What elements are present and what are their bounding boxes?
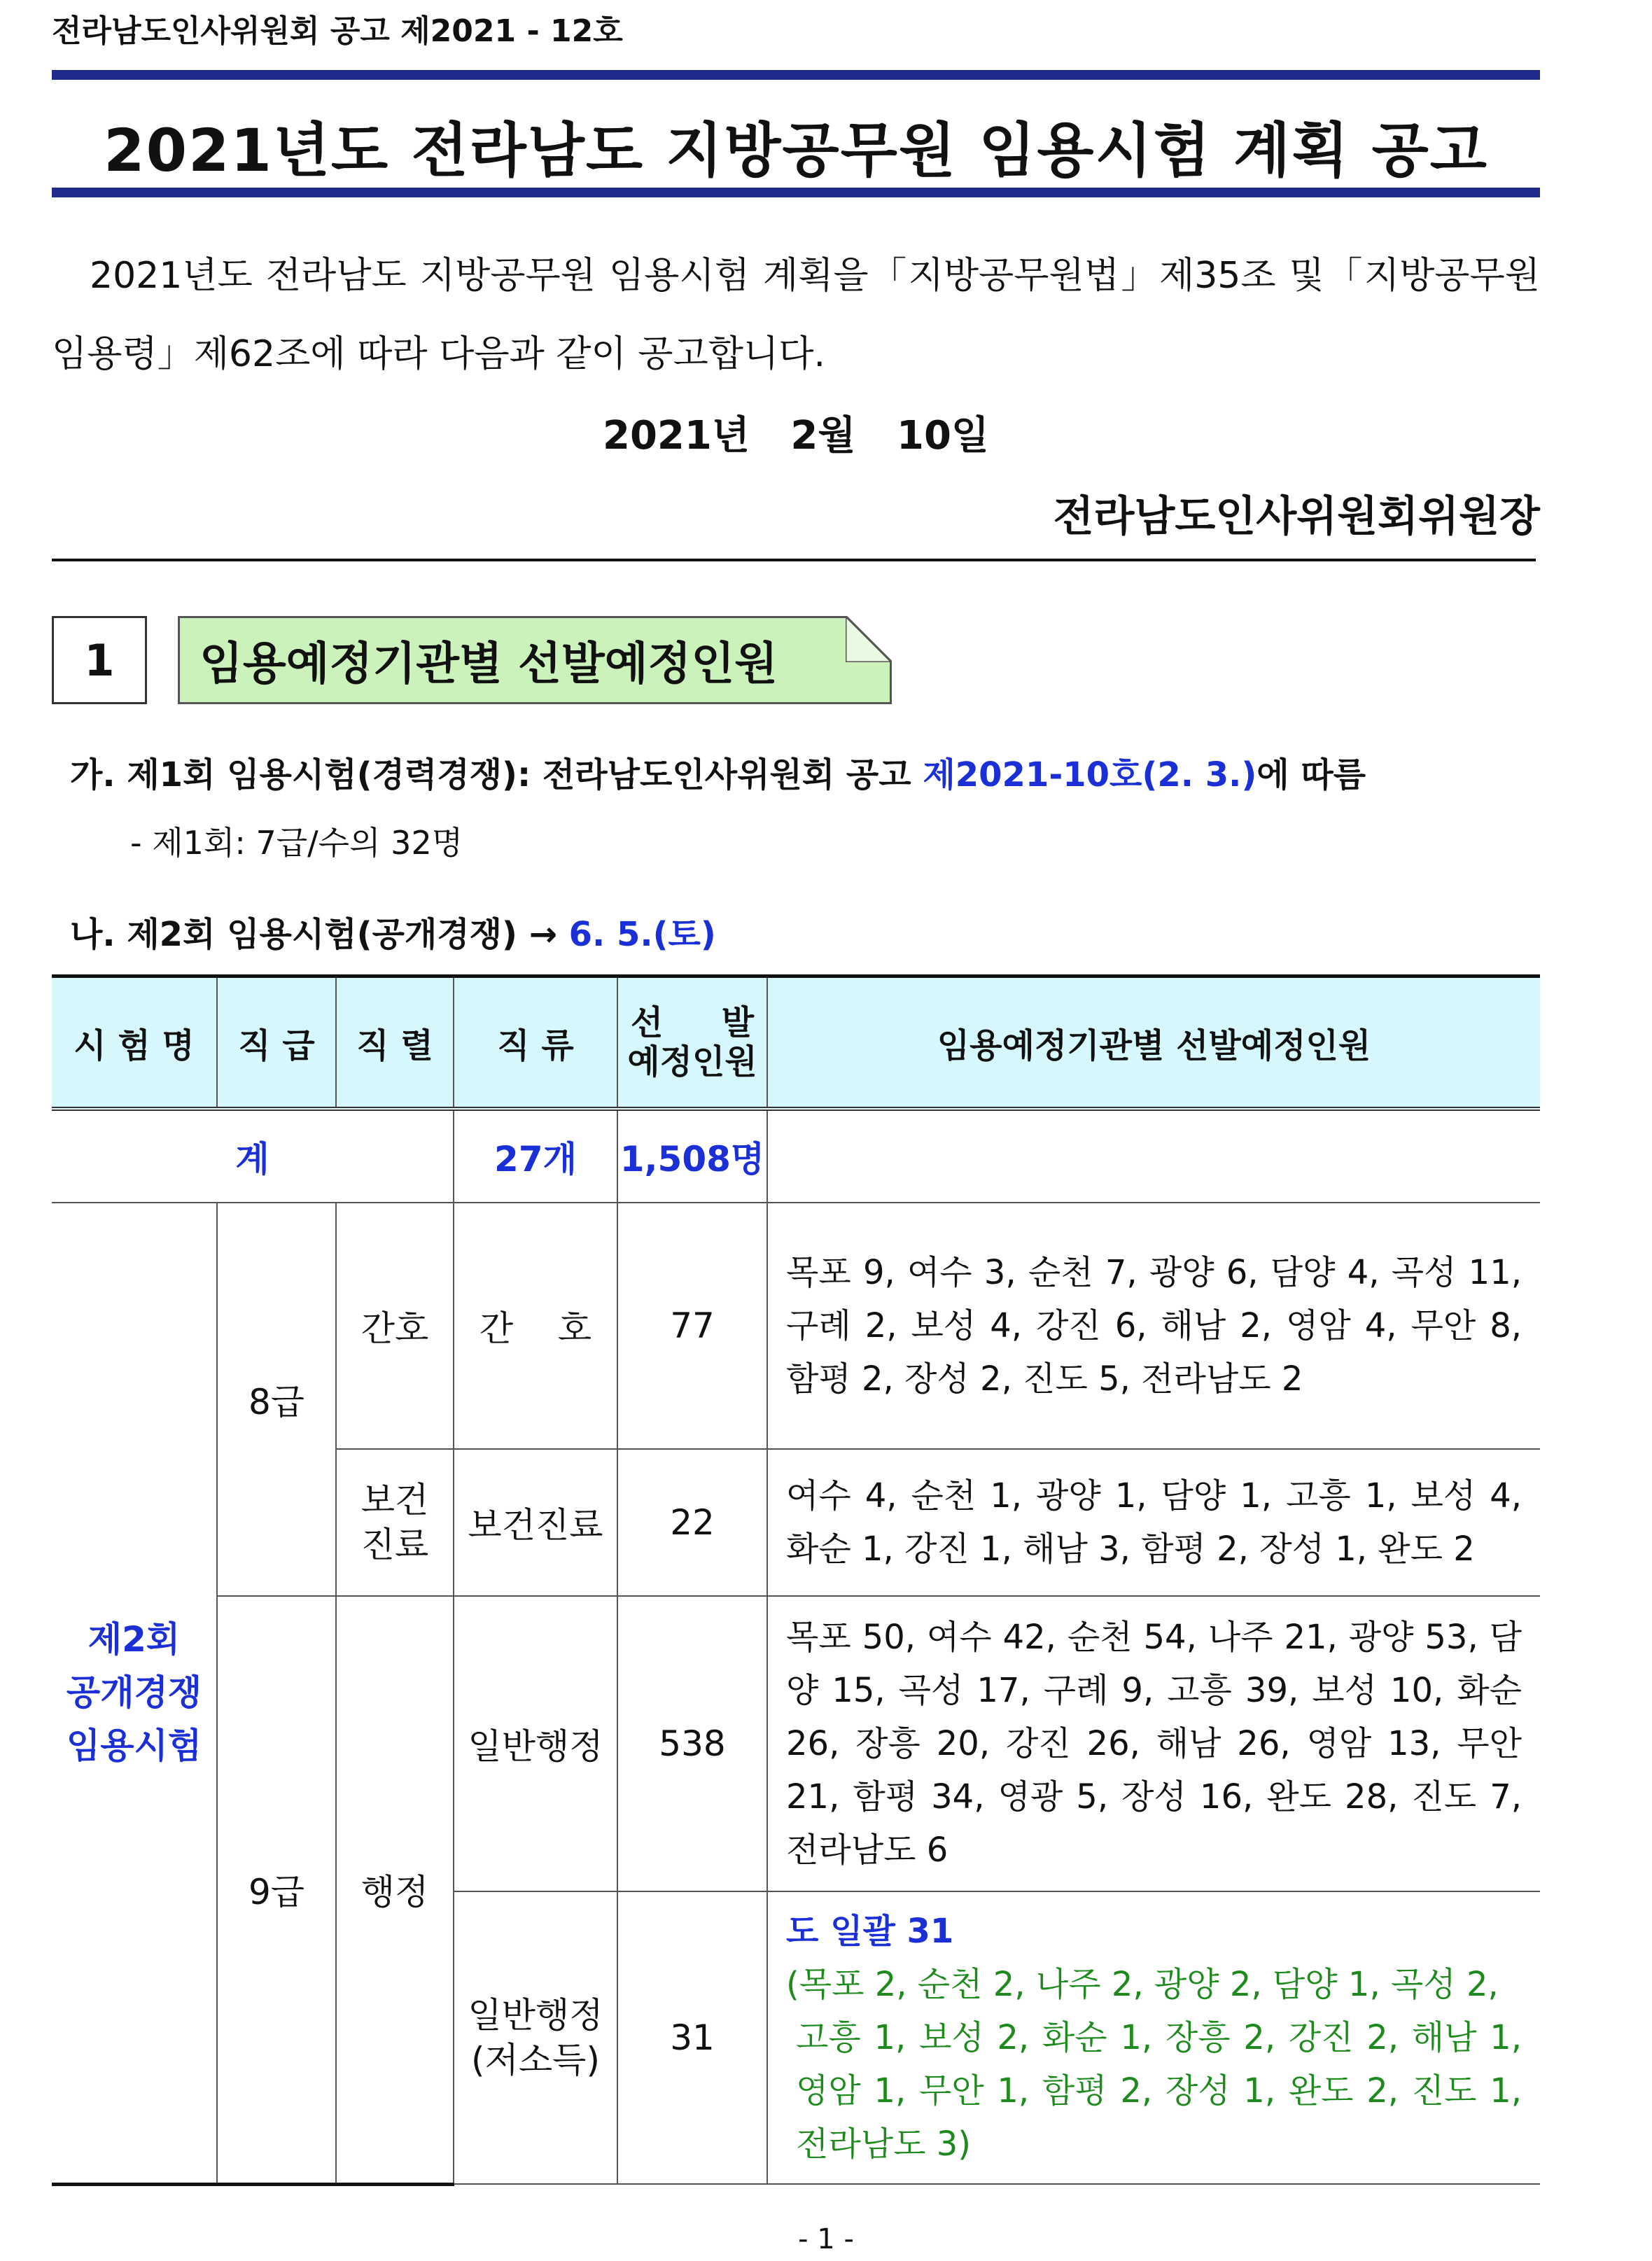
section-title: 임용예정기관별 선발예정인원 xyxy=(178,616,892,704)
notice-number: 전라남도인사위원회 공고 제2021 - 12호 xyxy=(52,13,623,49)
series-line: 진료 xyxy=(360,1525,429,1565)
header-series: 직 렬 xyxy=(336,976,454,1110)
notice-date: 2021년 2월 10일 xyxy=(602,413,990,458)
section-number: 1 xyxy=(52,616,147,704)
subsection-a-item: - 제1회: 7급/수의 32명 xyxy=(130,824,463,862)
intro-paragraph: 2021년도 전라남도 지방공무원 임용시험 계획을「지방공무원법」제35조 및「지방공무원 임용령」제62조에 따라 다음과 같이 공고합니다. xyxy=(52,255,1540,375)
title-rule-top xyxy=(52,70,1540,80)
header-exam: 시 험 명 xyxy=(52,976,217,1110)
header-count xyxy=(617,976,767,1110)
count-cell: 77 xyxy=(617,1203,767,1449)
signer: 전라남도인사위원회위원장 xyxy=(1053,492,1540,541)
exam-name-line: 임용시험 xyxy=(66,1726,202,1767)
total-classes: 27개 xyxy=(454,1109,617,1203)
detail-cell: 목포 50, 여수 42, 순천 54, 나주 21, 광양 53, 담양 15, 곡성 17, 구례 9, 고흥 39, 보성 10, 화순 26, 장흥 20, 강진 26, 해남 26, 영암 13, 무안 21, 함평 34, 영광 5, 장성 16, 완도 28, 진도 7, 전라남도 6 xyxy=(767,1596,1540,1891)
table-row xyxy=(52,1596,1540,1891)
subsection-a-highlight: 제2021-10호(2. 3.) xyxy=(923,755,1257,794)
subsection-a-text: 가. 제1회 임용시험(경력경쟁): 전라남도인사위원회 공고 xyxy=(70,755,923,794)
detail-cell xyxy=(767,1891,1540,2184)
count-cell: 22 xyxy=(617,1449,767,1596)
header-detail: 임용예정기관별 선발예정인원 xyxy=(767,976,1540,1110)
table-header-row xyxy=(52,976,1540,1110)
detail-cell: 목포 9, 여수 3, 순천 7, 광양 6, 담양 4, 곡성 11, 구례 2, 보성 4, 강진 6, 해남 2, 영암 4, 무안 8, 함평 2, 장성 2, 진도 5, 전라남도 2 xyxy=(767,1203,1540,1449)
subsection-b xyxy=(70,907,716,955)
series-line: 보건 xyxy=(360,1480,429,1520)
class-cell: 간 호 xyxy=(454,1203,617,1449)
grade-cell: 9급 xyxy=(217,1596,336,2184)
page-title: 2021년도 전라남도 지방공무원 임용시험 계획 공고 xyxy=(104,116,1488,185)
exam-name-line: 제2회 xyxy=(88,1619,181,1660)
subsection-b-date: 6. 5.(토) xyxy=(568,915,716,954)
class-cell: 보건진료 xyxy=(454,1449,617,1596)
exam-name xyxy=(52,1203,217,2184)
class-cell xyxy=(454,1891,617,2184)
detail-rest: 고흥 1, 보성 2, 화순 1, 장흥 2, 강진 2, 해남 1, 영암 1, 무안 1, 함평 2, 장성 1, 완도 2, 진도 1, 전라남도 3) xyxy=(796,2018,1522,2164)
class-cell: 일반행정 xyxy=(454,1596,617,1891)
subsection-a xyxy=(70,748,1366,796)
folded-corner-icon xyxy=(846,616,892,662)
header-count-line2: 예정인원 xyxy=(627,1042,757,1082)
total-label: 계 xyxy=(52,1109,454,1203)
series-cell: 간호 xyxy=(336,1203,454,1449)
header-count-line1: 선 발 xyxy=(630,1003,755,1042)
recruitment-table xyxy=(52,974,1540,2186)
divider xyxy=(52,559,1536,561)
page-number: - 1 - xyxy=(798,2223,854,2255)
detail-cell: 여수 4, 순천 1, 광양 1, 담양 1, 고흥 1, 보성 4, 화순 1, 강진 1, 해남 3, 함평 2, 장성 1, 완도 2 xyxy=(767,1449,1540,1596)
series-cell xyxy=(336,1449,454,1596)
class-line: 일반행정 xyxy=(468,1995,603,2036)
count-cell: 31 xyxy=(617,1891,767,2184)
grade-cell: 8급 xyxy=(217,1203,336,1596)
subsection-b-text: 나. 제2회 임용시험(공개경쟁) → xyxy=(70,915,569,954)
subsection-a-suffix: 에 따름 xyxy=(1256,755,1366,794)
series-cell: 행정 xyxy=(336,1596,454,2184)
detail-first-line: (목포 2, 순천 2, 나주 2, 광양 2, 담양 1, 곡성 2, xyxy=(786,1965,1499,2004)
count-cell: 538 xyxy=(617,1596,767,1891)
table-row-total xyxy=(52,1109,1540,1203)
total-detail xyxy=(767,1109,1540,1203)
header-class: 직 류 xyxy=(454,976,617,1110)
header-grade: 직 급 xyxy=(217,976,336,1110)
total-count: 1,508명 xyxy=(617,1109,767,1203)
detail-head: 도 일괄 31 xyxy=(786,1912,954,1951)
class-line: (저소득) xyxy=(471,2040,600,2080)
title-rule-bottom xyxy=(52,188,1540,197)
table-row xyxy=(52,1203,1540,1449)
exam-name-line: 공개경쟁 xyxy=(66,1672,202,1714)
